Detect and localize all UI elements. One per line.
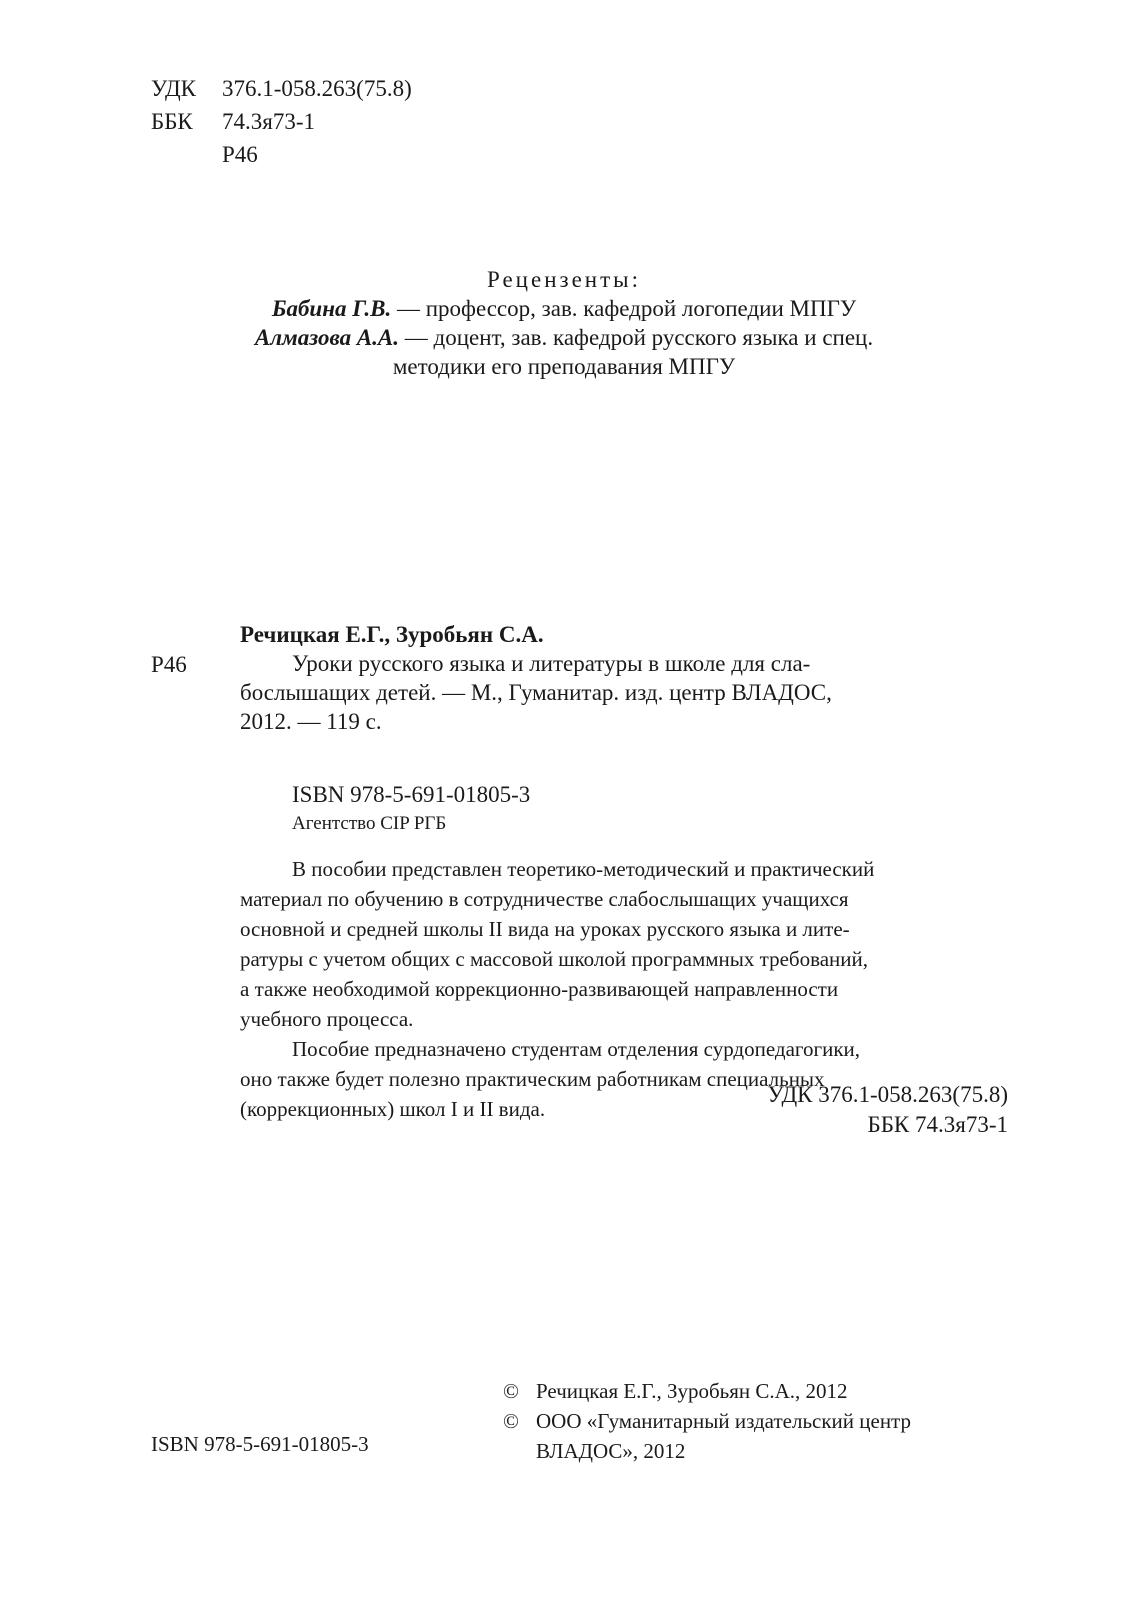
reviewer-2-name: Алмазова А.А. [254, 325, 400, 350]
abstract-paragraph-1 [240, 854, 1010, 1034]
copyright-block [503, 1376, 911, 1466]
bibliography-line-3: 2012. — 119 с. [240, 709, 382, 734]
udk-value: 376.1-058.263(75.8) [222, 76, 412, 101]
abstract-p2-line: (коррекционных) школ I и II вида. [240, 1097, 546, 1121]
isbn-main: ISBN 978-5-691-01805-3 [292, 782, 531, 807]
bottom-classification [768, 1080, 1008, 1140]
author-mark-top: Р46 [222, 142, 258, 167]
bottom-bbk: ББК 74.3я73-1 [867, 1112, 1008, 1137]
udk-label: УДК [151, 76, 196, 101]
copyright-symbol-2: © [503, 1409, 519, 1433]
copyright-symbol-1: © [503, 1379, 519, 1403]
copyright-publisher-continuation: ВЛАДОС», 2012 [536, 1439, 686, 1463]
isbn-block [292, 780, 530, 839]
reviewer-1-name: Бабина Г.В. [271, 296, 392, 321]
abstract-p1-line: учебного процесса. [240, 1007, 414, 1031]
reviewer-1 [150, 294, 978, 323]
abstract-p2-line: оно также будет полезно практическим работникам специальных [240, 1067, 825, 1091]
abstract-p1-line: основной и средней школы II вида на уроках русского языка и лите- [240, 917, 850, 941]
bbk-label: ББК [151, 109, 193, 134]
abstract-p1-line: а также необходимой коррекционно-развивающей направленности [240, 977, 839, 1001]
copyright-publisher: ООО «Гуманитарный издательский центр [536, 1409, 911, 1433]
reviewer-2 [150, 323, 978, 352]
bibliography-line-1: Уроки русского языка и литературы в школе для сла- [292, 651, 811, 676]
abstract-p1-line: материал по обучению в сотрудничестве слабослышащих учащихся [240, 887, 849, 911]
bibliography-record [240, 620, 1010, 736]
reviewers-title: Рецензенты: [486, 267, 642, 292]
reviewer-1-desc: — профессор, зав. кафедрой логопедии МПГУ [391, 296, 857, 321]
copyright-authors: Речицкая Е.Г., Зуробьян С.А., 2012 [536, 1379, 848, 1403]
reviewers-block [150, 265, 978, 381]
abstract-p1-line: В пособии представлен теоретико-методический и практический [292, 857, 875, 881]
abstract-p1-line: ратуры с учетом общих с массовой школой программных требований, [240, 947, 869, 971]
bbk-row [151, 107, 412, 140]
copyright-line-1 [503, 1376, 911, 1406]
udk-row [151, 74, 412, 107]
abstract-p2-line: Пособие предназначено студентам отделения сурдопедагогики, [292, 1037, 861, 1061]
cip-agency: Агентство CIP РГБ [292, 813, 447, 834]
bibliography-authors: Речицкая Е.Г., Зуробьян С.А. [240, 622, 544, 647]
reviewer-2-continuation: методики его преподавания МПГУ [392, 354, 736, 379]
bibliography-line-2: бослышащих детей. — М., Гуманитар. изд. центр ВЛАДОС, [240, 680, 832, 705]
reviewer-2-desc: — доцент, зав. кафедрой русского языка и спец. [399, 325, 874, 350]
bbk-value: 74.3я73-1 [222, 109, 315, 134]
classification-block [151, 74, 412, 140]
footer-isbn: ISBN 978-5-691-01805-3 [151, 1432, 369, 1456]
copyright-line-2 [503, 1406, 911, 1436]
bibliography-author-mark: Р46 [151, 652, 187, 677]
bottom-udk: УДК 376.1-058.263(75.8) [767, 1082, 1008, 1107]
